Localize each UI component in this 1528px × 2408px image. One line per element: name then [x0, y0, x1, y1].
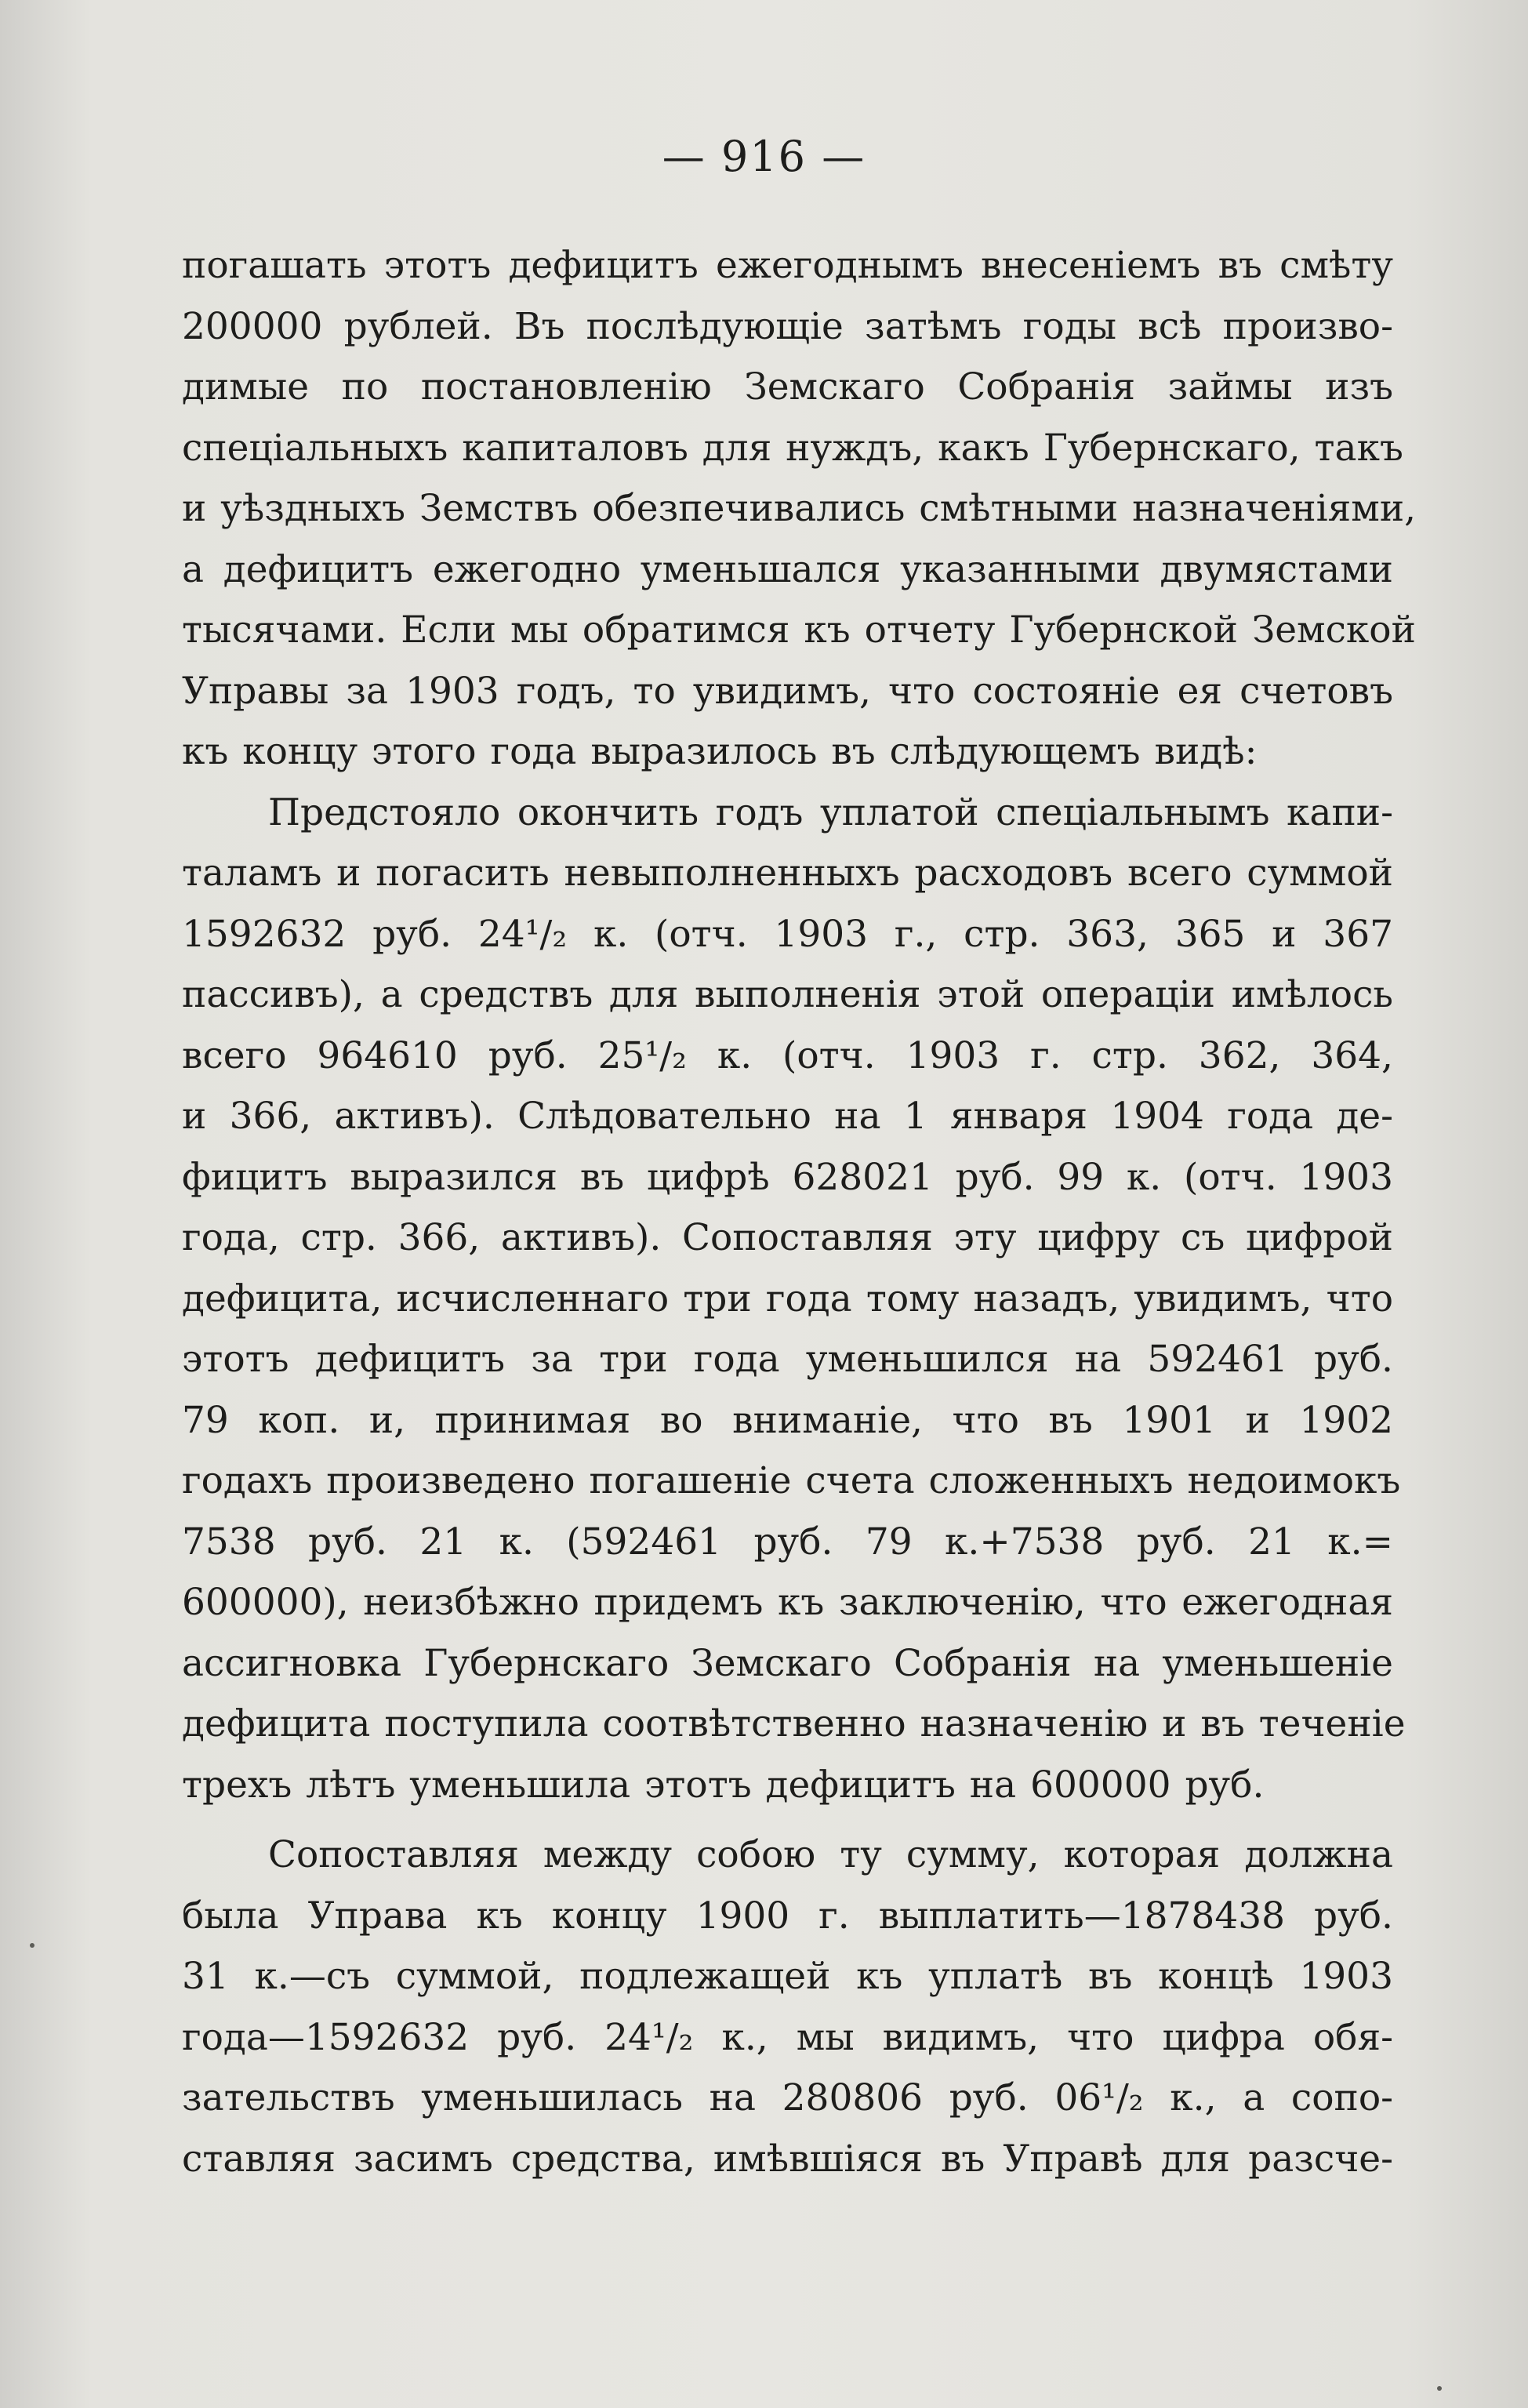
- text-line: Сопоставляя между собою ту сумму, которая должна: [268, 1833, 1393, 1876]
- text-line: и 366, активъ). Слѣдовательно на 1 января 1904 года де-: [182, 1095, 1393, 1138]
- text-line: 31 к.—съ суммой, подлежащей къ уплатѣ въ концѣ 1903: [182, 1955, 1393, 1998]
- text-line: всего 964610 руб. 25¹/₂ к. (отч. 1903 г. стр. 362, 364,: [182, 1033, 1393, 1077]
- text-line: ставляя засимъ средства, имѣвшіяся въ Управѣ для разсче-: [182, 2137, 1393, 2181]
- paragraph-3: [182, 1825, 1393, 2189]
- paragraph-2: [182, 783, 1406, 1816]
- text-line: фицитъ выразился въ цифрѣ 628021 руб. 99 к. (отч. 1903: [182, 1155, 1393, 1199]
- text-line: и уѣздныхъ Земствъ обезпечивались смѣтными назначеніями,: [182, 487, 1417, 530]
- text-line: трехъ лѣтъ уменьшила этотъ дефицитъ на 600000 руб.: [182, 1763, 1265, 1807]
- text-line: спеціальныхъ капиталовъ для нуждъ, какъ Губернскаго, такъ: [182, 426, 1403, 470]
- page-number: — 916 —: [662, 132, 866, 181]
- text-line: этотъ дефицитъ за три года уменьшился на 592461 руб.: [182, 1338, 1393, 1381]
- text-line: ассигновка Губернскаго Земскаго Собранія на уменьшеніе: [182, 1641, 1393, 1685]
- body-text: [182, 235, 1417, 2189]
- text-line: дефицита поступила соотвѣтственно назначенію и въ теченіе: [182, 1702, 1406, 1745]
- text-line: 600000), неизбѣжно придемъ къ заключенію, что ежегодная: [182, 1581, 1393, 1624]
- text-line: Предстояло окончить годъ уплатой спеціальнымъ капи-: [268, 790, 1393, 834]
- text-line: дефицита, исчисленнаго три года тому назадъ, увидимъ, что: [182, 1277, 1393, 1320]
- speck: [30, 1943, 34, 1948]
- text-line: димые по постановленію Земскаго Собранія займы изъ: [182, 365, 1393, 409]
- text-line: годахъ произведено погашеніе счета сложенныхъ недоимокъ: [182, 1459, 1401, 1502]
- text-line: зательствъ уменьшилась на 280806 руб. 06¹/₂ к., а сопо-: [182, 2076, 1393, 2119]
- text-line: 79 коп. и, принимая во вниманіе, что въ 1901 и 1902: [182, 1398, 1393, 1442]
- text-line: Управы за 1903 годъ, то увидимъ, что состояніе ея счетовъ: [182, 669, 1393, 713]
- text-line: тысячами. Если мы обратимся къ отчету Губернской Земской: [182, 608, 1416, 652]
- text-line: 1592632 руб. 24¹/₂ к. (отч. 1903 г., стр. 363, 365 и 367: [182, 912, 1393, 956]
- text-line: 7538 руб. 21 к. (592461 руб. 79 к.+7538 руб. 21 к.=: [182, 1520, 1393, 1564]
- text-line: а дефицитъ ежегодно уменьшался указанными двумястами: [182, 547, 1393, 591]
- text-line: къ концу этого года выразилось въ слѣдующемъ видѣ:: [182, 730, 1258, 773]
- text-line: таламъ и погасить невыполненныхъ расходовъ всего суммой: [182, 852, 1393, 895]
- text-line: года, стр. 366, активъ). Сопоставляя эту цифру съ цифрой: [182, 1216, 1393, 1259]
- paragraph-1: [182, 235, 1417, 783]
- text-line: 200000 рублей. Въ послѣдующіе затѣмъ годы всѣ произво-: [182, 304, 1393, 348]
- text-line: пассивъ), а средствъ для выполненія этой операціи имѣлось: [182, 973, 1393, 1016]
- text-line: была Управа къ концу 1900 г. выплатить—1878438 руб.: [182, 1894, 1393, 1938]
- text-line: погашать этотъ дефицитъ ежегоднымъ внесеніемъ въ смѣту: [182, 244, 1393, 287]
- speck: [1437, 2386, 1442, 2391]
- text-line: года—1592632 руб. 24¹/₂ к., мы видимъ, что цифра обя-: [182, 2015, 1393, 2059]
